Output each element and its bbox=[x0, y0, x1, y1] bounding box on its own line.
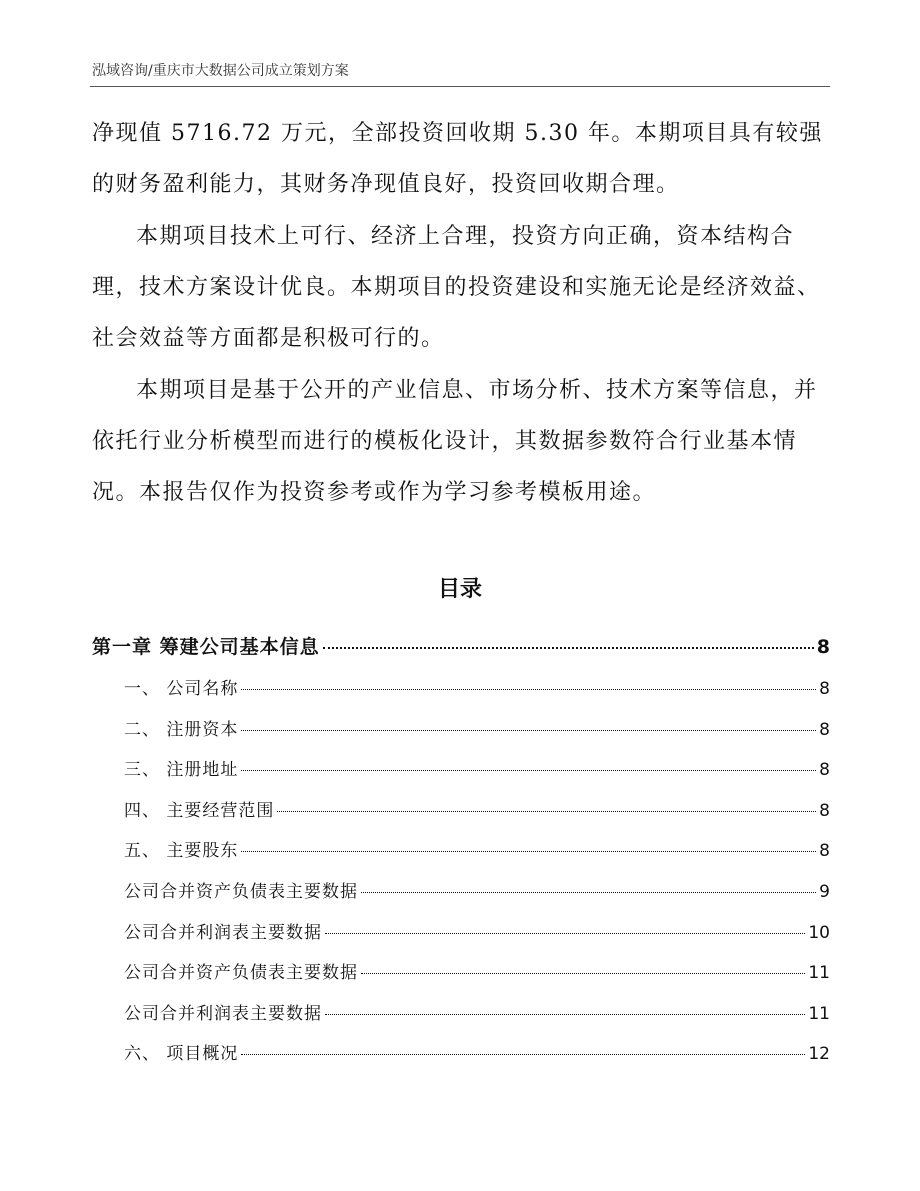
toc-page-number: 9 bbox=[819, 881, 830, 902]
toc-page-number: 10 bbox=[808, 922, 830, 943]
toc-page-number: 8 bbox=[819, 760, 830, 781]
toc-leader-dots bbox=[361, 892, 816, 893]
toc-page-number: 8 bbox=[819, 800, 830, 821]
body-text bbox=[92, 108, 832, 210]
toc-page-number: 8 bbox=[819, 841, 830, 862]
toc-entry-label: 公司合并资产负债表主要数据 bbox=[124, 963, 358, 984]
toc-leader-dots bbox=[241, 770, 816, 771]
paragraph-financial-summary: 净现值 5716.72 万元，全部投资回收期 5.30 年。本期项目具有较强的财务盈利能力，其财务净现值良好，投资回收期合理。 bbox=[92, 121, 823, 197]
toc-entry-balance-sheet-1[interactable] bbox=[92, 877, 830, 918]
toc-page-number: 8 bbox=[819, 679, 830, 699]
toc-entry-registered-address[interactable] bbox=[92, 755, 830, 796]
toc-entry-label: 五、 主要股东 bbox=[124, 841, 239, 862]
paragraph-feasibility: 本期项目技术上可行、经济上合理，投资方向正确，资本结构合理，技术方案设计优良。本期项目的投资建设和实施无论是经济效益、社会效益等方面都是积极可行的。 bbox=[92, 224, 821, 351]
toc-leader-dots bbox=[325, 933, 805, 934]
toc-entry-label: 一、 公司名称 bbox=[124, 679, 239, 699]
toc-leader-dots bbox=[241, 851, 816, 852]
toc-leader-dots bbox=[241, 1054, 805, 1055]
toc-leader-dots bbox=[323, 647, 814, 649]
toc-page-number: 8 bbox=[816, 636, 830, 658]
header-divider bbox=[90, 86, 830, 87]
paragraph-disclaimer: 本期项目是基于公开的产业信息、市场分析、技术方案等信息，并依托行业分析模型而进行的模板化设计，其数据参数符合行业基本情况。本报告仅作为投资参考或作为学习参考模板用途。 bbox=[92, 378, 818, 505]
toc-entry-income-statement-1[interactable] bbox=[92, 918, 830, 959]
toc-entry-income-statement-2[interactable] bbox=[92, 999, 830, 1040]
toc-title: 目录 bbox=[437, 577, 482, 602]
toc-entry-registered-capital[interactable] bbox=[92, 715, 830, 756]
toc-entry-label: 二、 注册资本 bbox=[124, 719, 239, 740]
body-text-3 bbox=[92, 365, 832, 518]
toc-entry-balance-sheet-2[interactable] bbox=[92, 958, 830, 999]
toc-entry-label: 六、 项目概况 bbox=[124, 1044, 239, 1065]
toc-page-number: 12 bbox=[808, 1044, 830, 1065]
toc-leader-dots bbox=[277, 811, 816, 812]
toc-entry-project-overview[interactable] bbox=[92, 1039, 830, 1080]
toc-leader-dots bbox=[241, 689, 816, 690]
toc-page-number: 11 bbox=[808, 963, 830, 984]
toc-entry-business-scope[interactable] bbox=[92, 796, 830, 837]
toc-chapter-1[interactable] bbox=[92, 632, 830, 668]
toc-leader-dots bbox=[325, 1014, 805, 1015]
toc-entry-major-shareholders[interactable] bbox=[92, 836, 830, 877]
page-header: 泓域咨询/重庆市大数据公司成立策划方案 bbox=[92, 63, 349, 79]
body-text-2 bbox=[92, 211, 832, 364]
toc-page-number: 11 bbox=[808, 1003, 830, 1024]
toc-entry-label: 三、 注册地址 bbox=[124, 760, 239, 781]
toc-leader-dots bbox=[361, 973, 805, 974]
toc-entry-label: 公司合并资产负债表主要数据 bbox=[124, 881, 358, 902]
toc-entry-label: 四、 主要经营范围 bbox=[124, 800, 275, 821]
toc-page-number: 8 bbox=[819, 719, 830, 740]
toc-chapter-label: 第一章 筹建公司基本信息 bbox=[92, 636, 320, 658]
toc-entry-company-name[interactable] bbox=[92, 674, 830, 715]
toc-entry-label: 公司合并利润表主要数据 bbox=[124, 922, 322, 943]
toc-leader-dots bbox=[241, 730, 816, 731]
toc-entry-label: 公司合并利润表主要数据 bbox=[124, 1003, 322, 1024]
table-of-contents bbox=[92, 632, 830, 1080]
